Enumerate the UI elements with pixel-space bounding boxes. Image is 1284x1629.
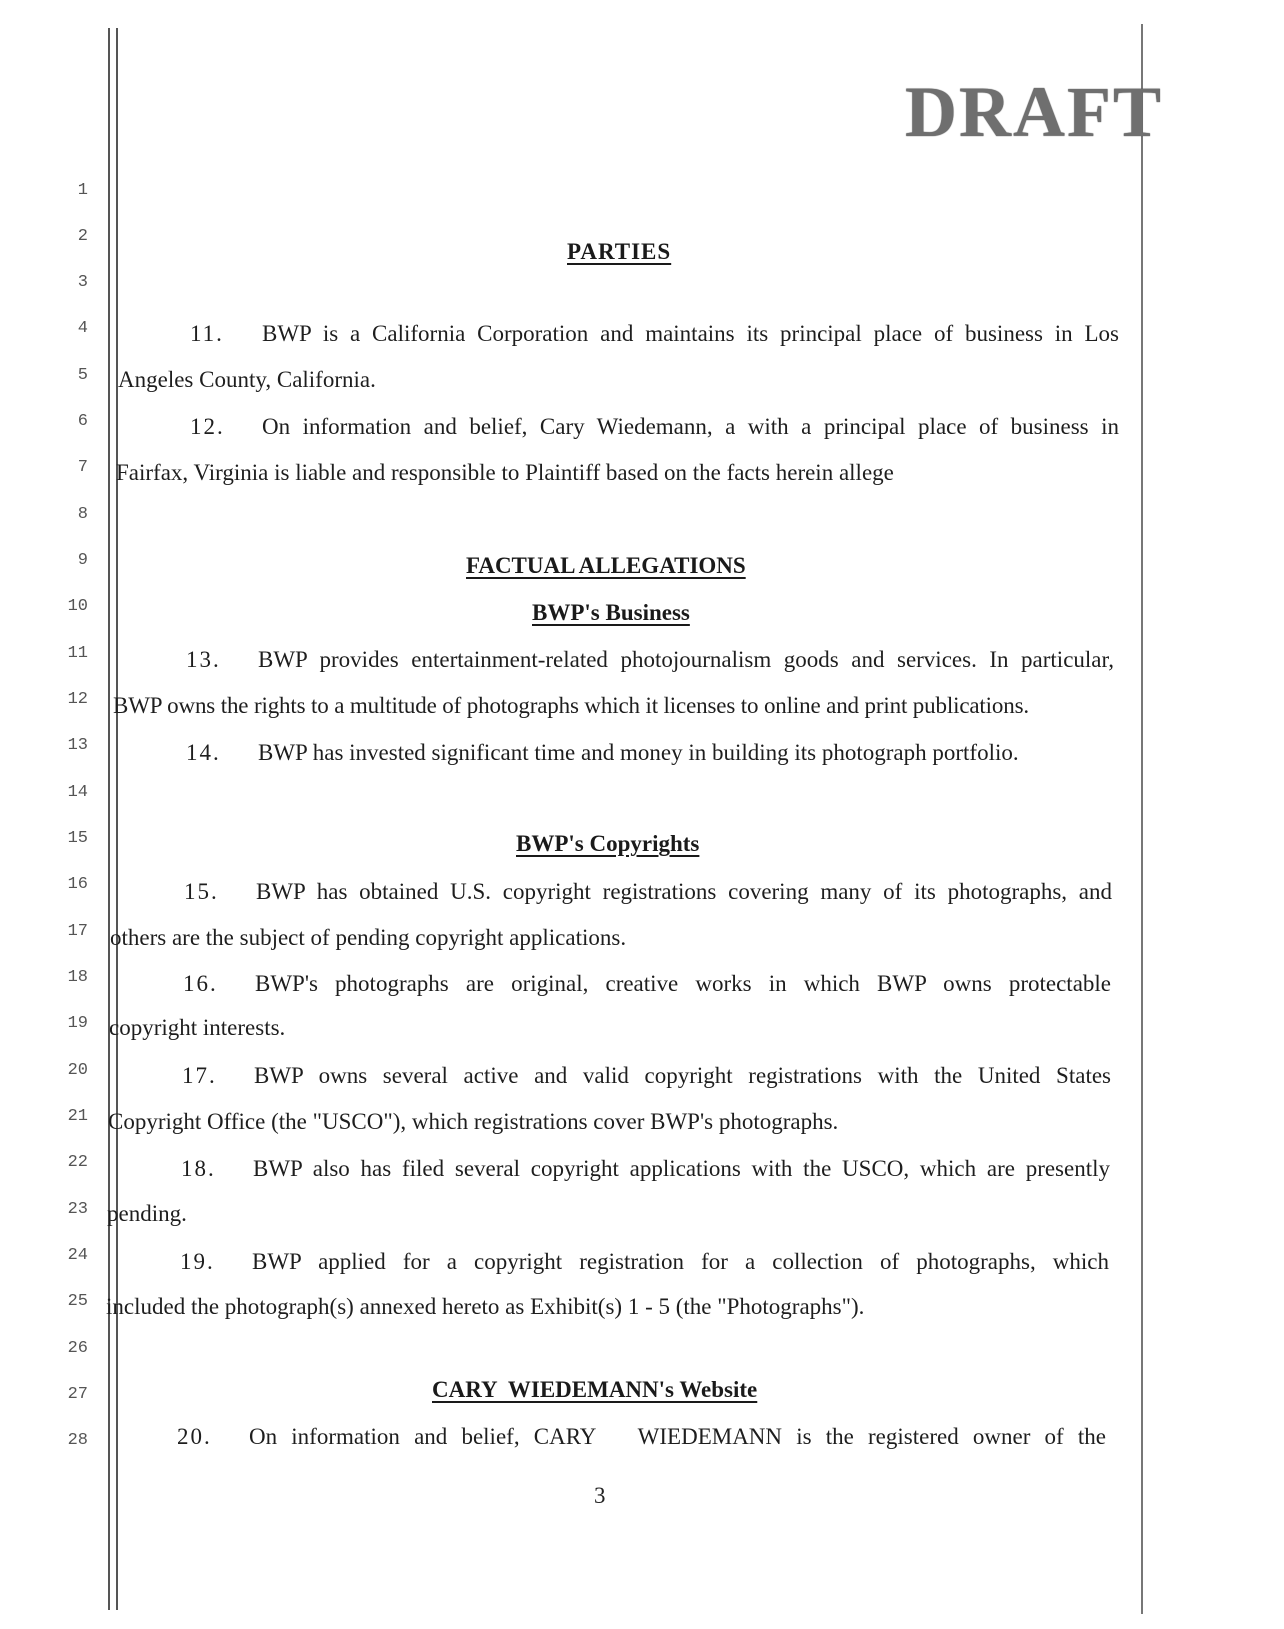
- line-number: 6: [77, 412, 88, 431]
- line-number: 4: [77, 319, 88, 338]
- draft-watermark: DRAFT: [905, 72, 1163, 152]
- line-number: 22: [67, 1153, 88, 1172]
- heading-factual-allegations: FACTUAL ALLEGATIONS: [466, 553, 746, 578]
- left-margin-rule-outer: [108, 28, 110, 1610]
- line-number: 10: [67, 597, 88, 616]
- heading-parties: PARTIES: [567, 239, 672, 264]
- paragraph-number: 14.: [186, 740, 221, 765]
- paragraph-18-line-2: pending.: [107, 1201, 187, 1226]
- paragraph-number: 20.: [177, 1424, 212, 1449]
- paragraph-19-line-1: 19. BWP applied for a copyright registration for a collection of photographs, which: [180, 1249, 1109, 1274]
- line-number: 15: [67, 829, 88, 848]
- paragraph-13-line-1: 13. BWP provides entertainment-related photojournalism goods and services. In particular,: [186, 647, 1114, 672]
- line-number: 9: [77, 551, 88, 570]
- line-number: 7: [77, 458, 88, 477]
- line-number: 24: [67, 1246, 88, 1265]
- line-number: 8: [77, 505, 88, 524]
- line-number: 18: [67, 968, 88, 987]
- left-margin-rule-inner: [116, 28, 118, 1610]
- line-number: 12: [67, 690, 88, 709]
- line-number: 21: [67, 1107, 88, 1126]
- heading-wiedemann-website: CARY WIEDEMANN's Website: [432, 1377, 758, 1402]
- line-number: 17: [67, 922, 88, 941]
- paragraph-number: 13.: [186, 647, 221, 672]
- line-number: 2: [77, 227, 88, 246]
- line-number: 26: [67, 1339, 88, 1358]
- paragraph-17-line-1: 17. BWP owns several active and valid copyright registrations with the United States: [182, 1063, 1111, 1088]
- paragraph-number: 19.: [180, 1249, 215, 1274]
- line-number: 3: [77, 273, 88, 292]
- line-number: 23: [67, 1200, 88, 1219]
- line-number: 14: [67, 783, 88, 802]
- page-number: 3: [594, 1483, 606, 1508]
- paragraph-11-line-1: 11. BWP is a California Corporation and maintains its principal place of business in Los: [190, 321, 1119, 346]
- paragraph-16-line-2: copyright interests.: [109, 1015, 286, 1040]
- paragraph-15-line-1: 15. BWP has obtained U.S. copyright registrations covering many of its photographs, and: [184, 879, 1112, 904]
- paragraph-number: 11.: [190, 321, 224, 346]
- line-number: 1: [77, 181, 88, 200]
- paragraph-14-line-1: 14. BWP has invested significant time and money in building its photograph portfolio.: [186, 740, 1019, 765]
- paragraph-12-line-1: 12. On information and belief, Cary Wiedemann, a with a principal place of business in: [190, 414, 1119, 439]
- line-number: 13: [67, 736, 88, 755]
- paragraph-number: 12.: [190, 414, 225, 439]
- line-number: 27: [67, 1385, 88, 1404]
- right-margin-rule: [1141, 24, 1143, 1614]
- line-number: 19: [67, 1014, 88, 1033]
- paragraph-15-line-2: others are the subject of pending copyright applications.: [110, 925, 627, 950]
- line-number: 16: [67, 875, 88, 894]
- heading-bwp-copyrights: BWP's Copyrights: [516, 831, 700, 856]
- paragraph-17-line-2: Copyright Office (the "USCO"), which registrations cover BWP's photographs.: [108, 1109, 839, 1134]
- line-number: 11: [67, 644, 88, 663]
- paragraph-11-line-2: Angeles County, California.: [118, 367, 376, 392]
- line-number: 5: [77, 366, 88, 385]
- line-number: 28: [67, 1431, 88, 1450]
- paragraph-19-line-2: included the photograph(s) annexed hereto as Exhibit(s) 1 - 5 (the "Photographs").: [106, 1294, 865, 1319]
- paragraph-18-line-1: 18. BWP also has filed several copyright applications with the USCO, which are presently: [181, 1156, 1110, 1181]
- paragraph-20-line-1: 20. On information and belief, CARY WIEDEMANN is the registered owner of the: [177, 1424, 1106, 1449]
- paragraph-number: 18.: [181, 1156, 216, 1181]
- paragraph-number: 17.: [182, 1063, 217, 1088]
- paragraph-number: 15.: [184, 879, 219, 904]
- paragraph-13-line-2: BWP owns the rights to a multitude of photographs which it licenses to online and print publications.: [113, 693, 1030, 718]
- paragraph-12-line-2: Fairfax, Virginia is liable and responsible to Plaintiff based on the facts herein allege: [116, 460, 894, 485]
- line-number: 25: [67, 1292, 88, 1311]
- paragraph-number: 16.: [183, 971, 218, 996]
- line-number: 20: [67, 1061, 88, 1080]
- paragraph-16-line-1: 16. BWP's photographs are original, creative works in which BWP owns protectable: [183, 971, 1111, 996]
- heading-bwp-business: BWP's Business: [532, 600, 690, 625]
